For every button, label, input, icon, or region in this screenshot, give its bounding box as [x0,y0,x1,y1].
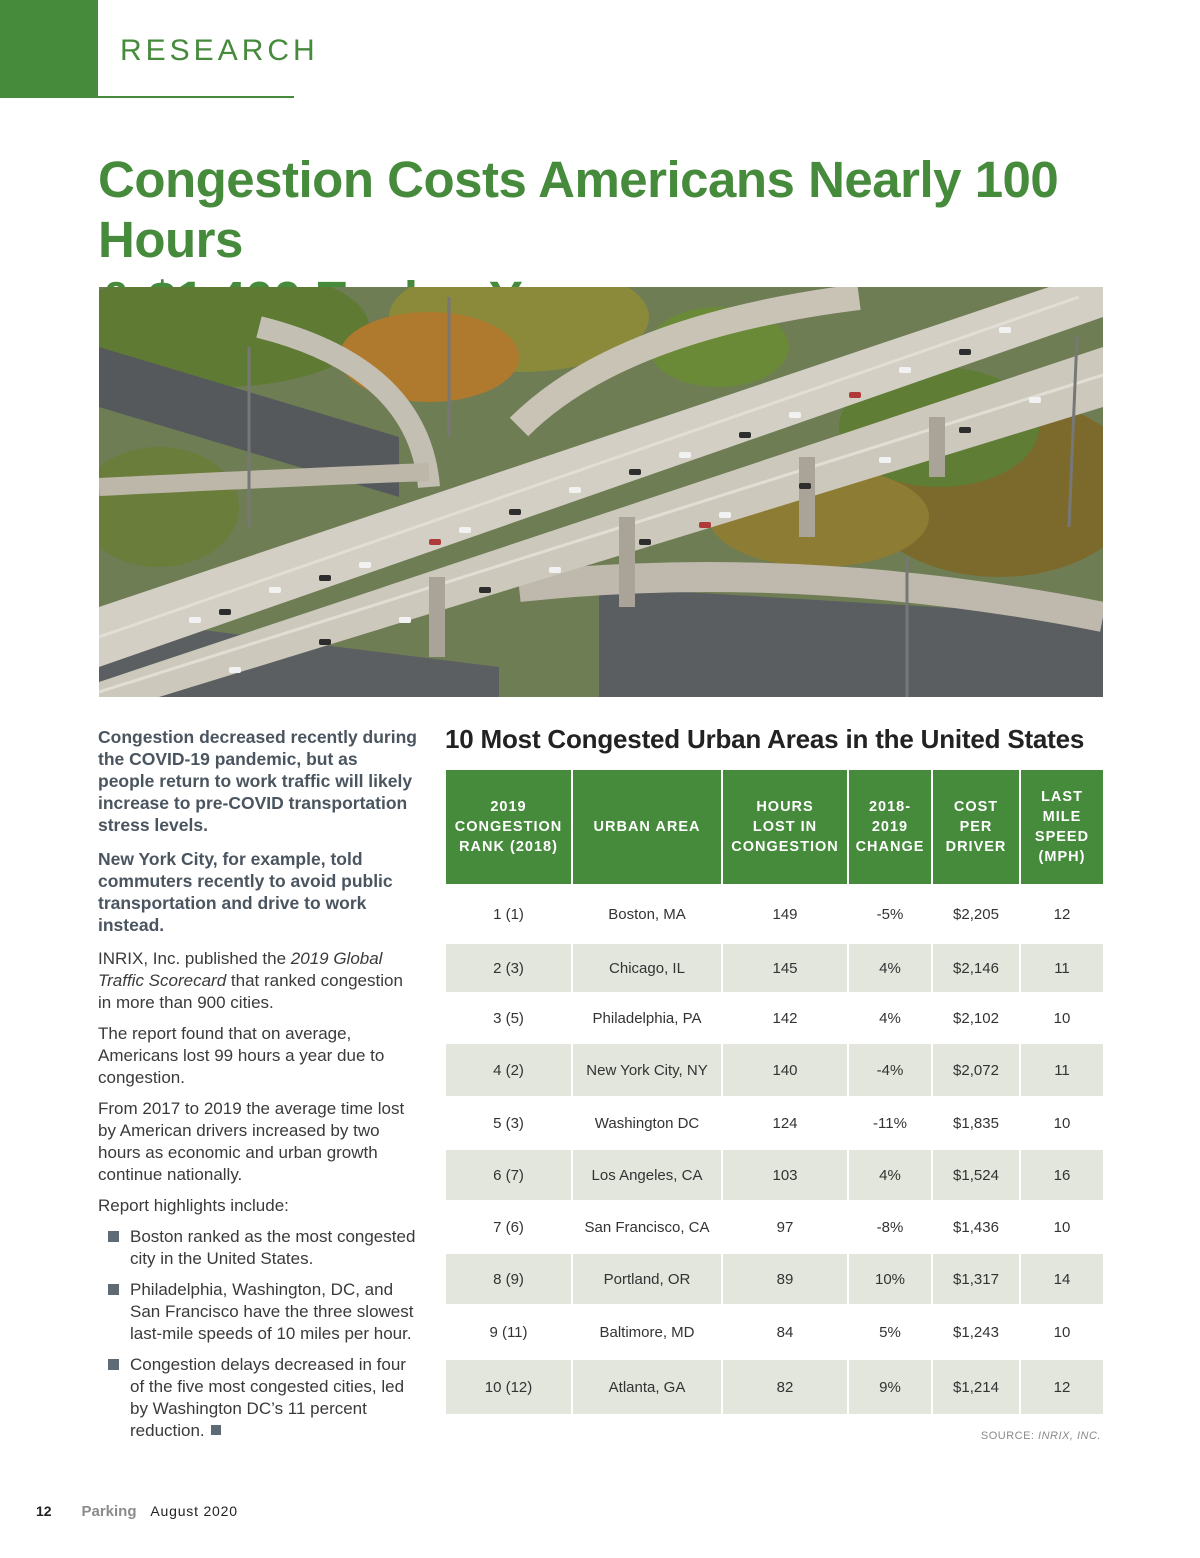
cell-rank: 4 (2) [446,1043,572,1097]
cell-rank: 8 (9) [446,1253,572,1305]
cell-rank: 10 (12) [446,1359,572,1414]
cell-rank: 9 (11) [446,1305,572,1359]
cell-cost: $1,214 [932,1359,1020,1414]
cell-change: 9% [848,1359,932,1414]
cell-rank: 5 (3) [446,1097,572,1149]
report-title: 2019 Global Traffic Scorecard [98,949,383,990]
table-source [900,1430,1101,1442]
cell-cost: $1,243 [932,1305,1020,1359]
cell-cost: $2,072 [932,1043,1020,1097]
table-row [446,1097,1103,1149]
cell-cost: $2,146 [932,943,1020,993]
cell-cost: $2,102 [932,993,1020,1043]
cell-change: -5% [848,885,932,943]
table-row [446,943,1103,993]
body-paragraph-1 [98,948,418,1014]
cell-area: New York City, NY [572,1043,722,1097]
body-paragraph-1-end: that ranked congestion in more than 900 cities. [98,971,403,1012]
header-rank: 2019 CONGESTION RANK (2018) [446,770,572,885]
table-row [446,885,1103,943]
header-urban-area: URBAN AREA [572,770,722,885]
hero-photo [99,287,1103,697]
cell-change: 10% [848,1253,932,1305]
cell-area: San Francisco, CA [572,1201,722,1253]
header-color-block [0,0,98,98]
square-bullet-icon [108,1231,119,1242]
cell-hours: 140 [722,1043,848,1097]
cell-speed: 16 [1020,1149,1103,1201]
cell-area: Atlanta, GA [572,1359,722,1414]
cell-rank: 1 (1) [446,885,572,943]
cell-hours: 84 [722,1305,848,1359]
cell-rank: 7 (6) [446,1201,572,1253]
header-speed: LAST MILE SPEED (MPH) [1020,770,1103,885]
highlight-text: Congestion delays decreased in four of the five most congested cities, led by Washington DC’s 11 percent reduction. [130,1355,406,1440]
end-of-article-icon [211,1425,221,1435]
cell-change: -11% [848,1097,932,1149]
header-cost: COST PER DRIVER [932,770,1020,885]
body-paragraph-1-start: INRIX, Inc. published the [98,949,291,968]
cell-hours: 142 [722,993,848,1043]
cell-speed: 14 [1020,1253,1103,1305]
cell-change: -4% [848,1043,932,1097]
table-title: 10 Most Congested Urban Areas in the United States [445,724,1085,754]
square-bullet-icon [108,1284,119,1295]
cell-change: 5% [848,1305,932,1359]
cell-speed: 10 [1020,993,1103,1043]
cell-cost: $1,835 [932,1097,1020,1149]
cell-cost: $1,436 [932,1201,1020,1253]
table-header-row [446,770,1103,885]
cell-speed: 10 [1020,1201,1103,1253]
cell-area: Philadelphia, PA [572,993,722,1043]
cell-hours: 145 [722,943,848,993]
cell-area: Washington DC [572,1097,722,1149]
table-row [446,1253,1103,1305]
body-paragraph-4: Report highlights include: [98,1196,289,1215]
header-hours-lost: HOURS LOST IN CONGESTION [722,770,848,885]
lead-paragraph-1: Congestion decreased recently during the COVID-19 pandemic, but as people return to work traffic will likely increase to pre-COVID transportation stress levels. [98,727,417,835]
highlight-item [98,1226,418,1270]
cell-change: -8% [848,1201,932,1253]
article-body [98,726,418,1451]
cell-area: Boston, MA [572,885,722,943]
page-footer [36,1503,238,1520]
cell-change: 4% [848,1149,932,1201]
cell-change: 4% [848,943,932,993]
headline-line-1: Congestion Costs Americans Nearly 100 Hours [98,151,1059,268]
cell-cost: $1,524 [932,1149,1020,1201]
table-row [446,1043,1103,1097]
highlight-text: Boston ranked as the most congested city in the United States. [130,1227,416,1268]
cell-hours: 97 [722,1201,848,1253]
congestion-table [446,770,1103,1414]
cell-rank: 3 (5) [446,993,572,1043]
cell-hours: 149 [722,885,848,943]
cell-area: Portland, OR [572,1253,722,1305]
magazine-name: Parking [81,1503,137,1520]
cell-hours: 103 [722,1149,848,1201]
square-bullet-icon [108,1359,119,1370]
body-paragraph-3: From 2017 to 2019 the average time lost by American drivers increased by two hours as economic and urban growth continue nationally. [98,1099,405,1184]
cell-speed: 11 [1020,1043,1103,1097]
table-row [446,1359,1103,1414]
cell-hours: 82 [722,1359,848,1414]
cell-speed: 12 [1020,885,1103,943]
cell-area: Chicago, IL [572,943,722,993]
cell-area: Baltimore, MD [572,1305,722,1359]
cell-rank: 2 (3) [446,943,572,993]
highlights-list [98,1226,418,1442]
cell-area: Los Angeles, CA [572,1149,722,1201]
cell-hours: 89 [722,1253,848,1305]
page-number: 12 [36,1503,52,1519]
source-name: INRIX, INC. [1038,1430,1101,1442]
header-change: 2018- 2019 CHANGE [848,770,932,885]
cell-cost: $1,317 [932,1253,1020,1305]
highlight-text: Philadelphia, Washington, DC, and San Francisco have the three slowest last-mile speeds of 10 miles per hour. [130,1280,414,1343]
issue-date: August 2020 [150,1503,238,1519]
cell-hours: 124 [722,1097,848,1149]
cell-speed: 10 [1020,1305,1103,1359]
cell-speed: 11 [1020,943,1103,993]
highlight-item [98,1279,418,1345]
table-row [446,993,1103,1043]
lead-paragraph-2: New York City, for example, told commuters recently to avoid public transportation and drive to work instead. [98,849,393,935]
cell-speed: 10 [1020,1097,1103,1149]
cell-cost: $2,205 [932,885,1020,943]
table-row [446,1305,1103,1359]
source-label: SOURCE: [980,1430,1039,1442]
section-rule [98,96,294,98]
cell-change: 4% [848,993,932,1043]
table-row [446,1149,1103,1201]
body-paragraph-2: The report found that on average, Americans lost 99 hours a year due to congestion. [98,1024,385,1087]
highlight-item [98,1354,418,1442]
section-label: RESEARCH [120,34,319,67]
table-row [446,1201,1103,1253]
cell-rank: 6 (7) [446,1149,572,1201]
cell-speed: 12 [1020,1359,1103,1414]
